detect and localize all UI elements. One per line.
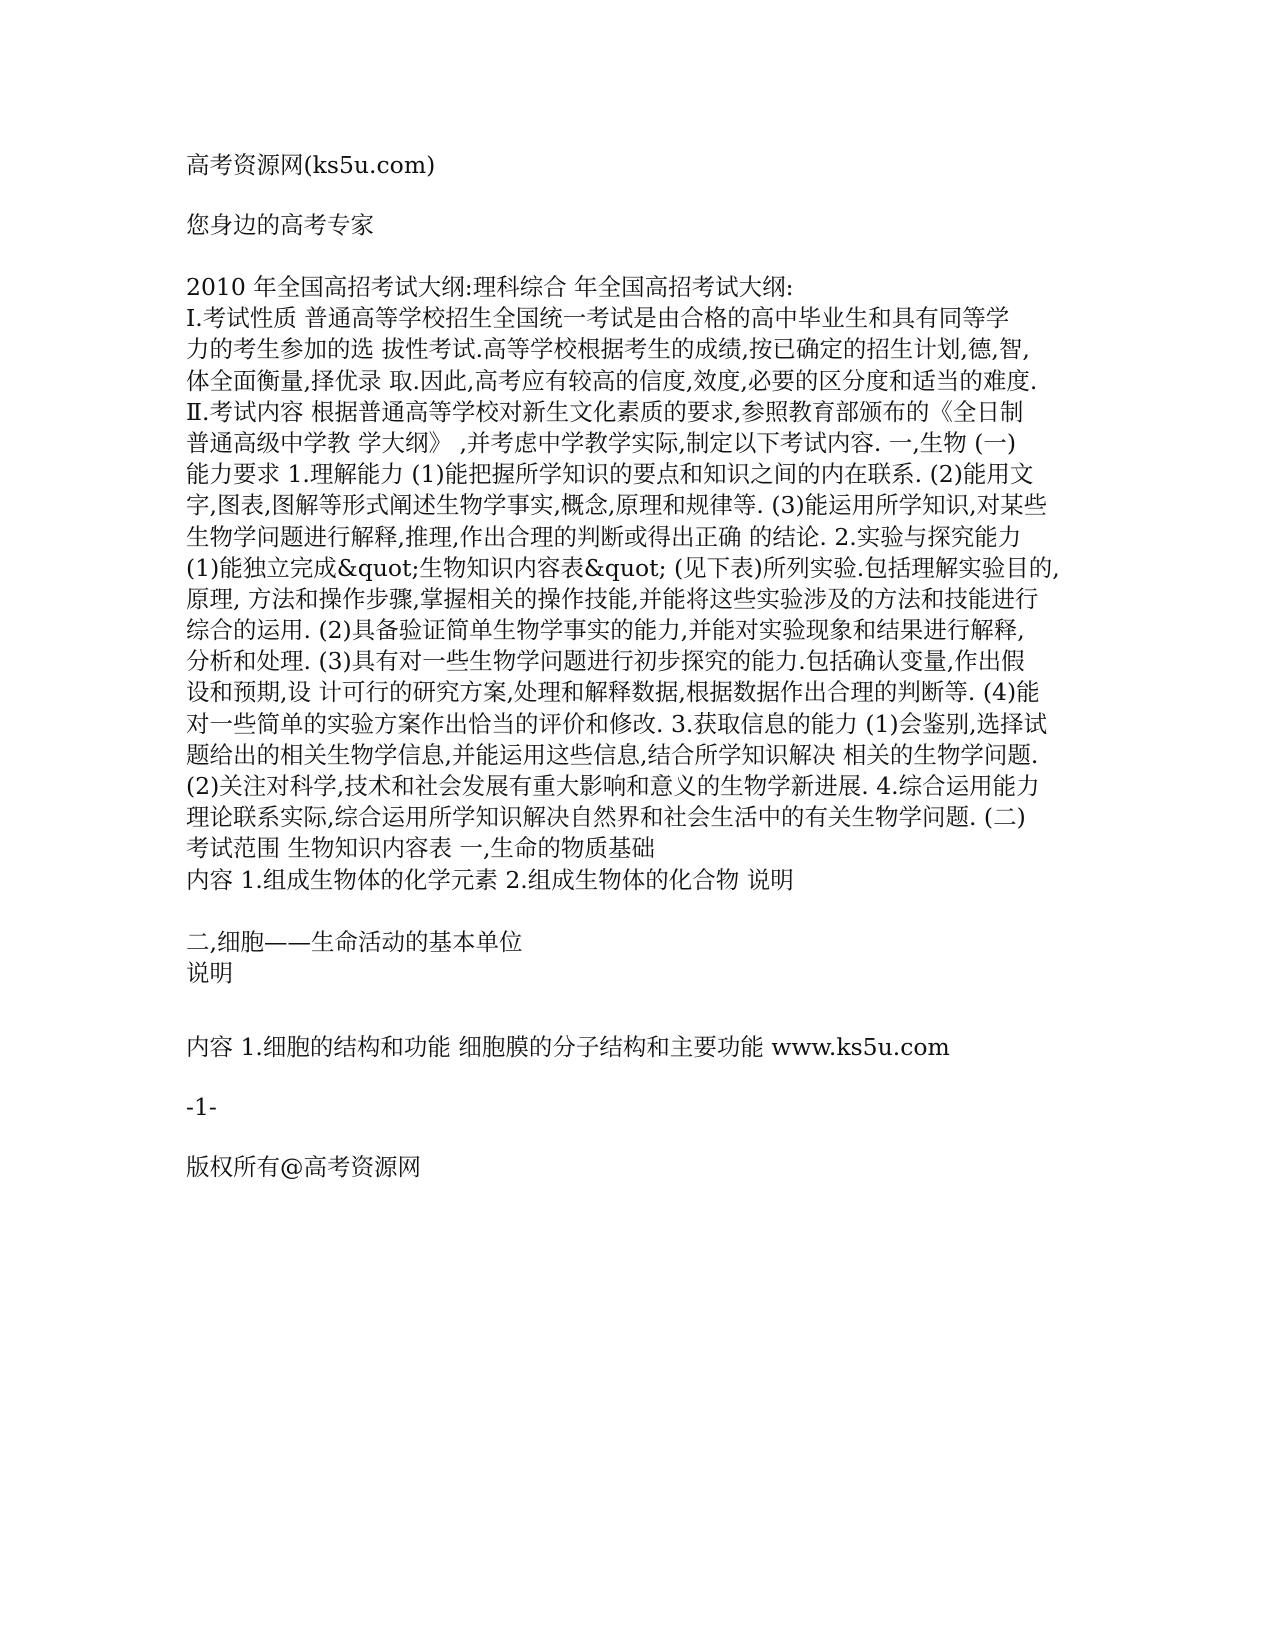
table-header-line: 内容 1.组成生物体的化学元素 2.组成生物体的化合物 说明 (186, 865, 794, 894)
body-line: (1)能独立完成&quot;生物知识内容表&quot; (见下表)所列实验.包括理解实验目的, (186, 553, 1060, 582)
body-line: 普通高级中学教 学大纲》 ,并考虑中学教学实际,制定以下考试内容. 一,生物 (一) (186, 428, 1017, 457)
body-line: 题给出的相关生物学信息,并能运用这些信息,结合所学知识解决 相关的生物学问题. (186, 740, 1039, 769)
body-line: 生物学问题进行解释,推理,作出合理的判断或得出正确 的结论. 2.实验与探究能力 (186, 522, 1022, 551)
page-number: -1- (186, 1093, 217, 1121)
body-line: 考试范围 生物知识内容表 一,生命的物质基础 (186, 834, 655, 863)
body-line: 理论联系实际,综合运用所学知识解决自然界和社会生活中的有关生物学问题. (二) (186, 803, 1026, 832)
body-line: 体全面衡量,择优录 取.因此,高考应有较高的信度,效度,必要的区分度和适当的难度. (186, 366, 1038, 395)
header-site-name: 高考资源网(ks5u.com) (186, 151, 436, 179)
section-title: 二,细胞——生命活动的基本单位 (186, 927, 523, 956)
copyright-notice: 版权所有@高考资源网 (186, 1153, 421, 1181)
body-line: 设和预期,设 计可行的研究方案,处理和解释数据,根据数据作出合理的判断等. (4)能 (186, 678, 1040, 707)
body-line: 能力要求 1.理解能力 (1)能把握所学知识的要点和知识之间的内在联系. (2)能用文 (186, 460, 1034, 489)
body-line: 力的考生参加的选 拔性考试.高等学校根据考生的成绩,按已确定的招生计划,德,智, (186, 335, 1030, 364)
document-body (186, 272, 1060, 989)
body-line: 分析和处理. (3)具有对一些生物学问题进行初步探究的能力.包括确认变量,作出假 (186, 647, 1025, 676)
body-line: 2010 年全国高招考试大纲:理科综合 年全国高招考试大纲: (186, 273, 794, 301)
body-line: Ⅱ.考试内容 根据普通高等学校对新生文化素质的要求,参照教育部颁布的《全日制 (186, 397, 1024, 426)
content-line-cell: 内容 1.细胞的结构和功能 细胞膜的分子结构和主要功能 www.ks5u.com (186, 1033, 950, 1061)
section-note: 说明 (186, 958, 233, 987)
body-line: (2)关注对科学,技术和社会发展有重大影响和意义的生物学新进展. 4.综合运用能力 (186, 772, 1040, 800)
body-line: Ⅰ.考试性质 普通高等学校招生全国统一考试是由合格的高中毕业生和具有同等学 (186, 304, 1010, 333)
header-slogan: 您身边的高考专家 (186, 211, 374, 239)
body-line: 字,图表,图解等形式阐述生物学事实,概念,原理和规律等. (3)能运用所学知识,对某些 (186, 491, 1048, 520)
body-line: 综合的运用. (2)具备验证简单生物学事实的能力,并能对实验现象和结果进行解释, (186, 616, 1025, 645)
body-line: 原理, 方法和操作步骤,掌握相关的操作技能,并能将这些实验涉及的方法和技能进行 (186, 584, 1039, 613)
body-line: 对一些简单的实验方案作出恰当的评价和修改. 3.获取信息的能力 (1)会鉴别,选择试 (186, 709, 1048, 738)
